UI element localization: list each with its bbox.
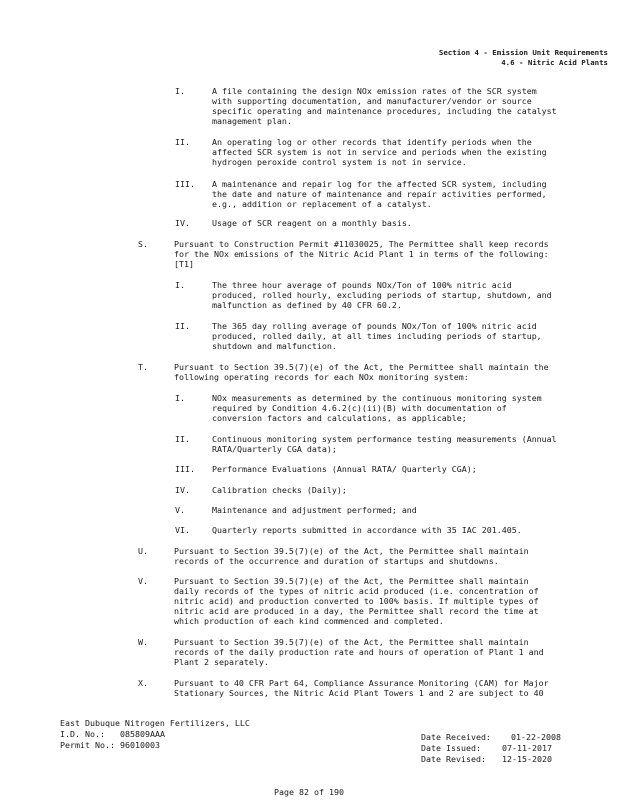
item-line: A maintenance and repair log for the affected SCR system, including <box>212 179 547 189</box>
item-line: Quarterly reports submitted in accordance with 35 IAC 201.405. <box>212 525 522 535</box>
id-value: 085809AAA <box>120 729 165 739</box>
company-name: East Dubuque Nitrogen Fertilizers, LLC <box>60 718 250 728</box>
item-line: which production of each kind commenced and completed. <box>174 616 444 626</box>
item-marker: II. <box>175 434 190 444</box>
item-line: the date and nature of maintenance and repair activities performed, <box>212 189 547 199</box>
item-line: Performance Evaluations (Annual RATA/ Quarterly CGA); <box>212 464 477 474</box>
item-line: Pursuant to 40 CFR Part 64, Compliance Assurance Monitoring (CAM) for Major <box>174 678 549 688</box>
item-marker: VI. <box>175 525 190 535</box>
item-marker: I. <box>175 393 185 403</box>
item-line: conversion factors and calculations, as applicable; <box>212 413 467 423</box>
date-revised-label: Date Revised: <box>421 754 486 764</box>
item-line: produced, rolled daily, at all times including periods of startup, <box>212 331 542 341</box>
item-marker: II. <box>175 137 190 147</box>
item-line: Pursuant to Construction Permit #11030025, The Permittee shall keep records <box>174 239 549 249</box>
item-line: The 365 day rolling average of pounds NOx/Ton of 100% nitric acid <box>212 321 537 331</box>
section-title: Section 4 - Emission Unit Requirements <box>438 48 608 57</box>
item-line: following operating records for each NOx monitoring system: <box>174 372 469 382</box>
section-header <box>439 48 608 68</box>
item-line: specific operating and maintenance procedures, including the catalyst <box>212 106 557 116</box>
item-line: management plan. <box>212 116 292 126</box>
item-line: nitric acid are produced in a day, the Permittee shall record the time at <box>174 606 539 616</box>
date-received-value: 01-22-2008 <box>511 732 561 742</box>
item-marker: T. <box>138 362 148 372</box>
item-marker: U. <box>138 546 148 556</box>
permit-label: Permit No.: <box>60 740 115 750</box>
item-line: records of the daily production rate and hours of operation of Plant 1 and <box>174 647 544 657</box>
item-line: required by Condition 4.6.2(c)(ii)(B) with documentation of <box>212 403 507 413</box>
page-number: Page 82 of 190 <box>274 787 344 797</box>
item-line: [T1] <box>174 259 194 269</box>
item-line: with supporting documentation, and manufacturer/vendor or source <box>212 96 532 106</box>
id-label: I.D. No.: <box>60 729 105 739</box>
item-line: An operating log or other records that identify periods when the <box>212 137 532 147</box>
item-line: Stationary Sources, the Nitric Acid Plant Towers 1 and 2 are subject to 40 <box>174 688 544 698</box>
item-line: shutdown and malfunction. <box>212 341 337 351</box>
item-line: hydrogen peroxide control system is not in service. <box>212 157 467 167</box>
item-line: The three hour average of pounds NOx/Ton of 100% nitric acid <box>212 280 512 290</box>
item-marker: W. <box>138 637 148 647</box>
permit-value: 96010003 <box>120 740 160 750</box>
item-marker: I. <box>175 280 185 290</box>
date-revised-value: 12-15-2020 <box>502 754 552 764</box>
item-line: Pursuant to Section 39.5(7)(e) of the Act, the Permittee shall maintain <box>174 637 529 647</box>
item-marker: II. <box>175 321 190 331</box>
item-marker: IV. <box>175 218 190 228</box>
date-issued-label: Date Issued: <box>421 743 481 753</box>
item-line: A file containing the design NOx emission rates of the SCR system <box>212 86 537 96</box>
item-line: malfunction as defined by 40 CFR 60.2. <box>212 300 402 310</box>
item-line: produced, rolled hourly, excluding periods of startup, shutdown, and <box>212 290 552 300</box>
item-line: Plant 2 separately. <box>174 657 269 667</box>
item-marker: V. <box>175 505 185 515</box>
item-line: Pursuant to Section 39.5(7)(e) of the Act, the Permittee shall maintain <box>174 576 529 586</box>
item-marker: III. <box>175 179 195 189</box>
subsection-title: 4.6 - Nitric Acid Plants <box>501 58 608 67</box>
date-issued-value: 07-11-2017 <box>502 743 552 753</box>
item-line: for the NOx emissions of the Nitric Acid Plant 1 in terms of the following: <box>174 249 549 259</box>
item-line: e.g., addition or replacement of a catalyst. <box>212 199 432 209</box>
item-line: daily records of the types of nitric acid produced (i.e. concentration of <box>174 586 539 596</box>
item-marker: I. <box>175 86 185 96</box>
item-line: Continuous monitoring system performance testing measurements (Annual <box>212 434 557 444</box>
item-line: Pursuant to Section 39.5(7)(e) of the Act, the Permittee shall maintain the <box>174 362 549 372</box>
item-line: NOx measurements as determined by the continuous monitoring system <box>212 393 542 403</box>
item-line: nitric acid) and production converted to 100% basis. If multiple types of <box>174 596 539 606</box>
date-received-label: Date Received: <box>421 732 491 742</box>
item-line: records of the occurrence and duration of startups and shutdowns. <box>174 556 499 566</box>
item-line: Maintenance and adjustment performed; and <box>212 505 417 515</box>
item-line: Pursuant to Section 39.5(7)(e) of the Act, the Permittee shall maintain <box>174 546 529 556</box>
item-marker: S. <box>138 239 148 249</box>
item-marker: V. <box>138 576 148 586</box>
item-line: RATA/Quarterly CGA data); <box>212 444 337 454</box>
item-line: affected SCR system is not in service and periods when the existing <box>212 147 547 157</box>
item-marker: IV. <box>175 485 190 495</box>
item-line: Calibration checks (Daily); <box>212 485 347 495</box>
item-line: Usage of SCR reagent on a monthly basis. <box>212 218 412 228</box>
item-marker: III. <box>175 464 195 474</box>
item-marker: X. <box>138 678 148 688</box>
